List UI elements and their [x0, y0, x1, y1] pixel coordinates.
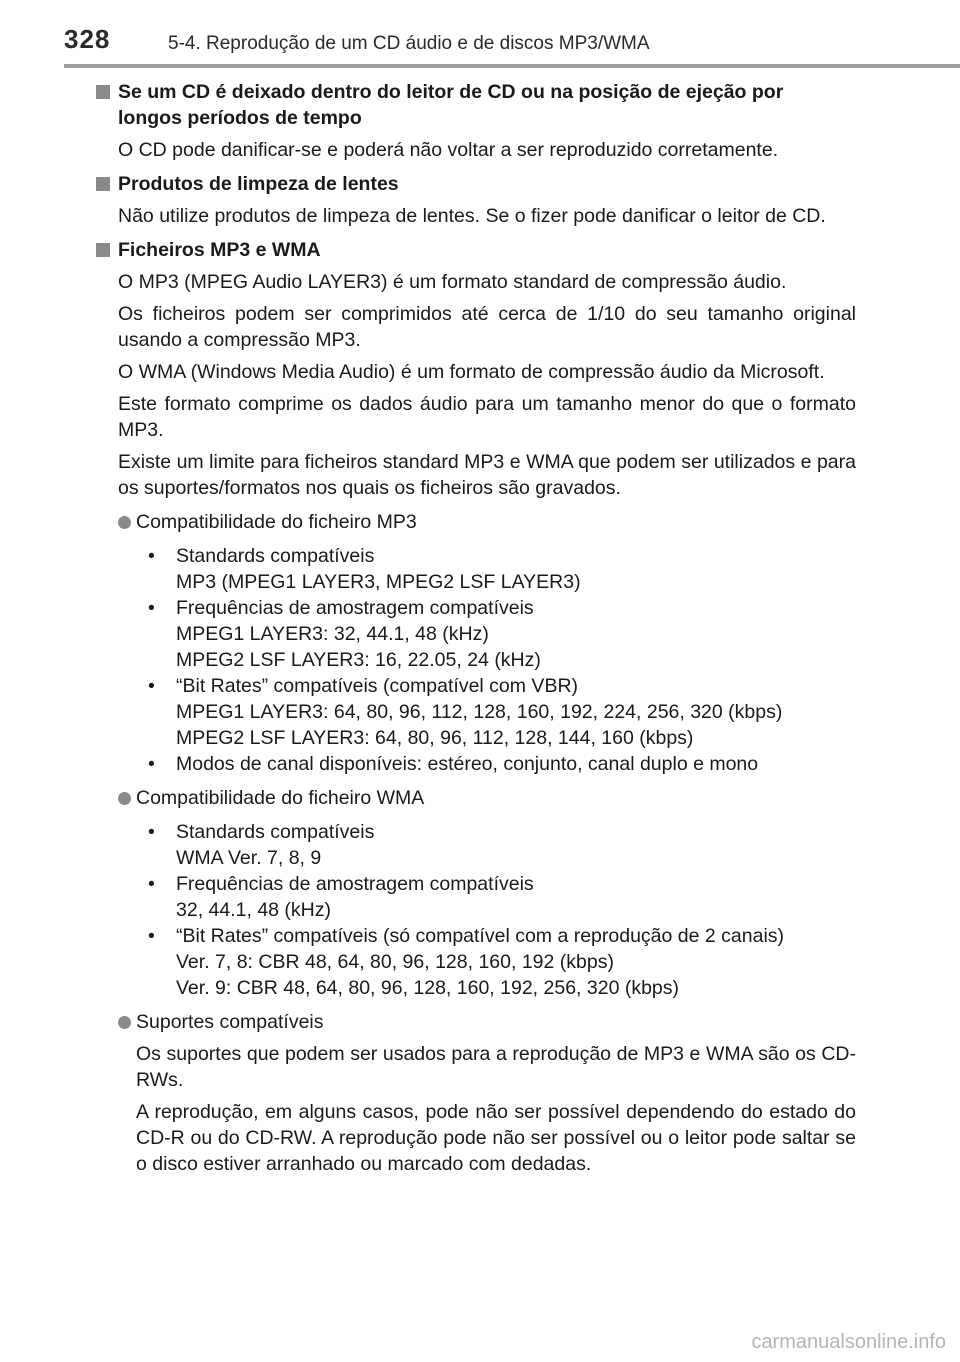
bullet-icon: •: [148, 821, 155, 843]
paragraph: O MP3 (MPEG Audio LAYER3) é um formato standard de compressão áudio.: [118, 271, 787, 293]
list-item: [148, 543, 856, 595]
item-text: WMA Ver. 7, 8, 9: [176, 847, 322, 869]
item-text: Standards compatíveis: [176, 821, 375, 843]
paragraph: Este formato comprime os dados áudio para um tamanho menor do que o formato MP3.: [118, 393, 856, 441]
circle-bullet-icon: [118, 1016, 131, 1029]
item-text: MP3 (MPEG1 LAYER3, MPEG2 LSF LAYER3): [176, 571, 581, 593]
section-heading: Ficheiros MP3 e WMA: [118, 239, 321, 261]
heading-line: Se um CD é deixado dentro do leitor de CD ou na posição de ejeção por: [118, 81, 784, 103]
subsection-heading: Compatibilidade do ficheiro MP3: [136, 511, 417, 533]
heading-line: longos períodos de tempo: [118, 107, 362, 129]
list-item: [148, 871, 856, 923]
paragraph: O CD pode danificar-se e poderá não voltar a ser reproduzido corretamente.: [118, 139, 779, 161]
list-item: [148, 595, 856, 673]
item-text: Ver. 9: CBR 48, 64, 80, 96, 128, 160, 192, 256, 320 (kbps): [176, 977, 680, 999]
bullet-icon: •: [148, 753, 155, 775]
circle-bullet-icon: [118, 516, 131, 529]
section-heading: [118, 79, 856, 131]
list-item: [148, 819, 856, 871]
circle-bullet-icon: [118, 792, 131, 805]
bullet-icon: •: [148, 597, 155, 619]
paragraph: Existe um limite para ficheiros standard MP3 e WMA que podem ser utilizados e para os suportes/formatos nos quais os ficheiros são gravados.: [118, 451, 856, 499]
item-text: “Bit Rates” compatíveis (compatível com VBR): [176, 675, 579, 697]
page-number: 328: [64, 24, 111, 54]
item-text: MPEG1 LAYER3: 32, 44.1, 48 (kHz): [176, 623, 489, 645]
item-text: Ver. 7, 8: CBR 48, 64, 80, 96, 128, 160, 192 (kbps): [176, 951, 614, 973]
item-text: Modos de canal disponíveis: estéreo, conjunto, canal duplo e mono: [176, 753, 759, 775]
item-text: 32, 44.1, 48 (kHz): [176, 899, 331, 921]
square-bullet-icon: [96, 243, 110, 257]
page-content: [96, 79, 856, 1177]
bullet-icon: •: [148, 545, 155, 567]
chapter-title: 5-4. Reprodução de um CD áudio e de discos MP3/WMA: [168, 33, 650, 54]
list-item: [148, 923, 856, 1001]
section-lens-cleaners: [96, 171, 856, 229]
item-text: Standards compatíveis: [176, 545, 375, 567]
subsection-heading: Compatibilidade do ficheiro WMA: [136, 787, 425, 809]
square-bullet-icon: [96, 85, 110, 99]
item-text: MPEG2 LSF LAYER3: 16, 22.05, 24 (kHz): [176, 649, 541, 671]
subsection-compatible-media: [118, 1009, 856, 1177]
subsection-heading: Suportes compatíveis: [136, 1011, 324, 1033]
header-rule: [64, 64, 960, 68]
item-text: Frequências de amostragem compatíveis: [176, 873, 534, 895]
list-item: [148, 673, 856, 751]
item-text: MPEG1 LAYER3: 64, 80, 96, 112, 128, 160, 192, 224, 256, 320 (kbps): [176, 701, 783, 723]
square-bullet-icon: [96, 177, 110, 191]
page-header: [0, 0, 960, 60]
paragraph: Os ficheiros podem ser comprimidos até cerca de 1/10 do seu tamanho original usando a compressão MP3.: [118, 303, 856, 351]
bullet-icon: •: [148, 925, 155, 947]
section-heading: Produtos de limpeza de lentes: [118, 173, 399, 195]
watermark: carmanualsonline.info: [751, 1331, 946, 1353]
paragraph: A reprodução, em alguns casos, pode não ser possível dependendo do estado do CD-R ou do CD-RW. A reprodução pode não ser possível ou o leitor pode saltar se o disco estiver arranhado ou marcado com dedadas.: [136, 1101, 856, 1175]
paragraph: O WMA (Windows Media Audio) é um formato de compressão áudio da Microsoft.: [118, 361, 825, 383]
item-text: MPEG2 LSF LAYER3: 64, 80, 96, 112, 128, 144, 160 (kbps): [176, 727, 694, 749]
subsection-mp3-compat: [118, 509, 856, 777]
subsection-wma-compat: [118, 785, 856, 1001]
item-text: “Bit Rates” compatíveis (só compatível com a reprodução de 2 canais): [176, 925, 785, 947]
item-text: Frequências de amostragem compatíveis: [176, 597, 534, 619]
paragraph: Não utilize produtos de limpeza de lentes. Se o fizer pode danificar o leitor de CD.: [118, 205, 826, 227]
section-mp3-wma-files: [96, 237, 856, 1177]
paragraph: Os suportes que podem ser usados para a reprodução de MP3 e WMA são os CD-RWs.: [136, 1043, 856, 1091]
wma-spec-list: [136, 819, 856, 1001]
bullet-icon: •: [148, 873, 155, 895]
section-cd-left-in-player: [96, 79, 856, 163]
bullet-icon: •: [148, 675, 155, 697]
mp3-spec-list: [136, 543, 856, 777]
list-item: [148, 751, 856, 777]
